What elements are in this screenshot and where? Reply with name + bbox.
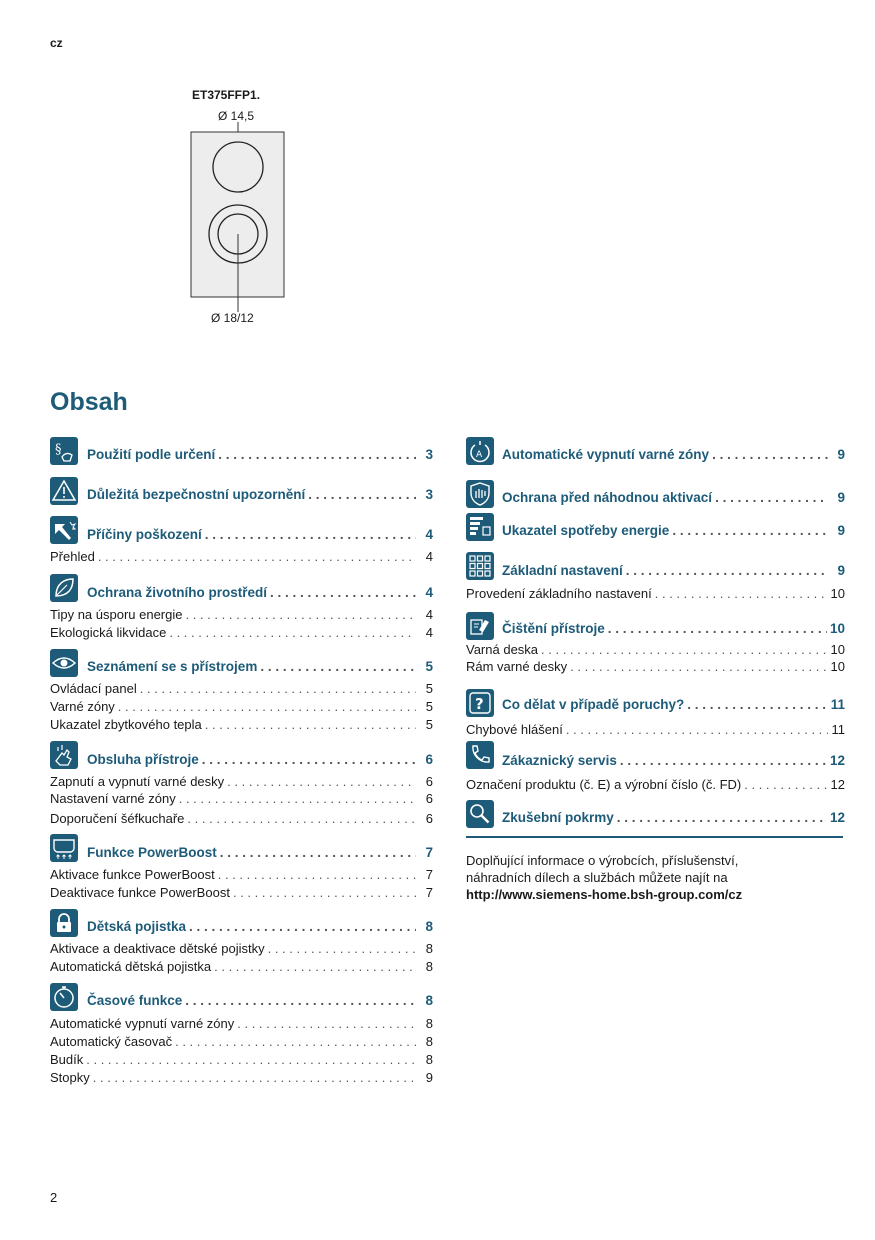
toc-section-link[interactable]: Použití podle určení . . . 3 bbox=[87, 447, 433, 462]
info-text-line2: náhradních dílech a službách můžete najít na bbox=[466, 870, 728, 885]
hammer-damage-icon bbox=[50, 516, 78, 544]
toc-entry[interactable]: Aktivace a deaktivace dětské pojistky . . . 8 bbox=[50, 941, 433, 956]
toc-section-link[interactable]: Obsluha přístroje . . . 6 bbox=[87, 752, 433, 767]
language-code: cz bbox=[50, 36, 63, 50]
toc-section-link[interactable]: Automatické vypnutí varné zóny . . . 9 bbox=[502, 447, 845, 462]
toc-section-link[interactable]: Funkce PowerBoost . . . 7 bbox=[87, 845, 433, 860]
protection-hand-icon bbox=[466, 480, 494, 508]
toc-entry[interactable]: Nastavení varné zóny . . . 6 bbox=[50, 791, 433, 806]
law-hand-icon bbox=[50, 437, 78, 465]
toc-section-link[interactable]: Ochrana před náhodnou aktivací . . . 9 bbox=[502, 490, 845, 505]
toc-section-link[interactable]: Důležitá bezpečnostní upozornění . . . 3 bbox=[87, 487, 433, 502]
toc-section-link[interactable]: Časové funkce . . . 8 bbox=[87, 993, 433, 1008]
svg-text:?: ? bbox=[475, 695, 484, 713]
auto-off-icon bbox=[466, 437, 494, 465]
toc-section-link[interactable]: Základní nastavení . . . 9 bbox=[502, 563, 845, 578]
toc-section-link[interactable]: Seznámení se s přístrojem . . . 5 bbox=[87, 659, 433, 674]
toc-entry[interactable]: Přehled . . . 4 bbox=[50, 549, 433, 564]
toc-entry[interactable]: Automatické vypnutí varné zóny . . . 8 bbox=[50, 1016, 433, 1031]
stopwatch-icon bbox=[50, 983, 78, 1011]
toc-entry[interactable]: Automatická dětská pojistka . . . 8 bbox=[50, 959, 433, 974]
model-number: ET375FFP1. bbox=[192, 88, 261, 102]
question-icon bbox=[466, 689, 494, 717]
toc-entry[interactable]: Ekologická likvidace . . . 4 bbox=[50, 625, 433, 640]
diameter-top-label: Ø 14,5 bbox=[218, 109, 255, 123]
grid-settings-icon bbox=[466, 552, 494, 580]
svg-text:A: A bbox=[476, 450, 483, 460]
toc-entry[interactable]: Ukazatel zbytkového tepla . . . 5 bbox=[50, 717, 433, 732]
toc-entry[interactable]: Tipy na úsporu energie . . . 4 bbox=[50, 607, 433, 622]
toc-title: Obsah bbox=[50, 388, 128, 416]
cooking-zone-small bbox=[213, 142, 263, 192]
toc-section-link[interactable]: Zákaznický servis . . . 12 bbox=[502, 753, 845, 768]
toc-section-link[interactable]: Co dělat v případě poruchy? . . . 11 bbox=[502, 697, 845, 712]
toc-entry[interactable]: Zapnutí a vypnutí varné desky . . . 6 bbox=[50, 774, 433, 789]
toc-entry[interactable]: Doporučení šéfkuchaře . . . 6 bbox=[50, 811, 433, 826]
magnifier-icon bbox=[466, 800, 494, 828]
page-number: 2 bbox=[50, 1190, 58, 1205]
toc-entry[interactable]: Označení produktu (č. E) a výrobní číslo (č. FD) . . . 12 bbox=[466, 777, 845, 792]
toc-entry[interactable]: Automatický časovač . . . 8 bbox=[50, 1034, 433, 1049]
cleaning-icon bbox=[466, 612, 494, 640]
toc-entry[interactable]: Varné zóny . . . 5 bbox=[50, 699, 433, 714]
eye-icon bbox=[50, 649, 78, 677]
hob-diagram bbox=[188, 122, 288, 312]
lock-icon bbox=[50, 909, 78, 937]
info-text-line1: Doplňující informace o výrobcích, příslušenství, bbox=[466, 853, 739, 868]
toc-section-link[interactable]: Čištění přístroje . . . 10 bbox=[502, 621, 845, 636]
info-url-link[interactable]: http://www.siemens-home.bsh-group.com/cz bbox=[466, 887, 743, 902]
info-note bbox=[466, 852, 826, 903]
diameter-bottom-label: Ø 18/12 bbox=[211, 311, 254, 325]
leaf-icon bbox=[50, 574, 78, 602]
toc-section-link[interactable]: Příčiny poškození . . . 4 bbox=[87, 527, 433, 542]
toc-section-link[interactable]: Ochrana životního prostředí . . . 4 bbox=[87, 585, 433, 600]
toc-section-link[interactable]: Ukazatel spotřeby energie . . . 9 bbox=[502, 523, 845, 538]
toc-entry[interactable]: Varná deska . . . 10 bbox=[466, 642, 845, 657]
toc-entry[interactable]: Deaktivace funkce PowerBoost . . . 7 bbox=[50, 885, 433, 900]
toc-entry[interactable]: Provedení základního nastavení . . . 10 bbox=[466, 586, 845, 601]
toc-section-link[interactable]: Zkušební pokrmy . . . 12 bbox=[502, 810, 845, 825]
phone-icon bbox=[466, 741, 494, 769]
warning-triangle-icon bbox=[50, 477, 78, 505]
toc-entry[interactable]: Stopky . . . 9 bbox=[50, 1070, 433, 1085]
toc-section-link[interactable]: Dětská pojistka . . . 8 bbox=[87, 919, 433, 934]
hand-operate-icon bbox=[50, 741, 78, 769]
toc-entry[interactable]: Budík . . . 8 bbox=[50, 1052, 433, 1067]
svg-text:§: § bbox=[55, 442, 62, 457]
energy-bars-icon bbox=[466, 513, 494, 541]
toc-entry[interactable]: Aktivace funkce PowerBoost . . . 7 bbox=[50, 867, 433, 882]
pot-boost-icon bbox=[50, 834, 78, 862]
section-divider bbox=[466, 836, 843, 838]
toc-entry[interactable]: Chybové hlášení . . . 11 bbox=[466, 722, 845, 737]
toc-entry[interactable]: Ovládací panel . . . 5 bbox=[50, 681, 433, 696]
toc-entry[interactable]: Rám varné desky . . . 10 bbox=[466, 659, 845, 674]
